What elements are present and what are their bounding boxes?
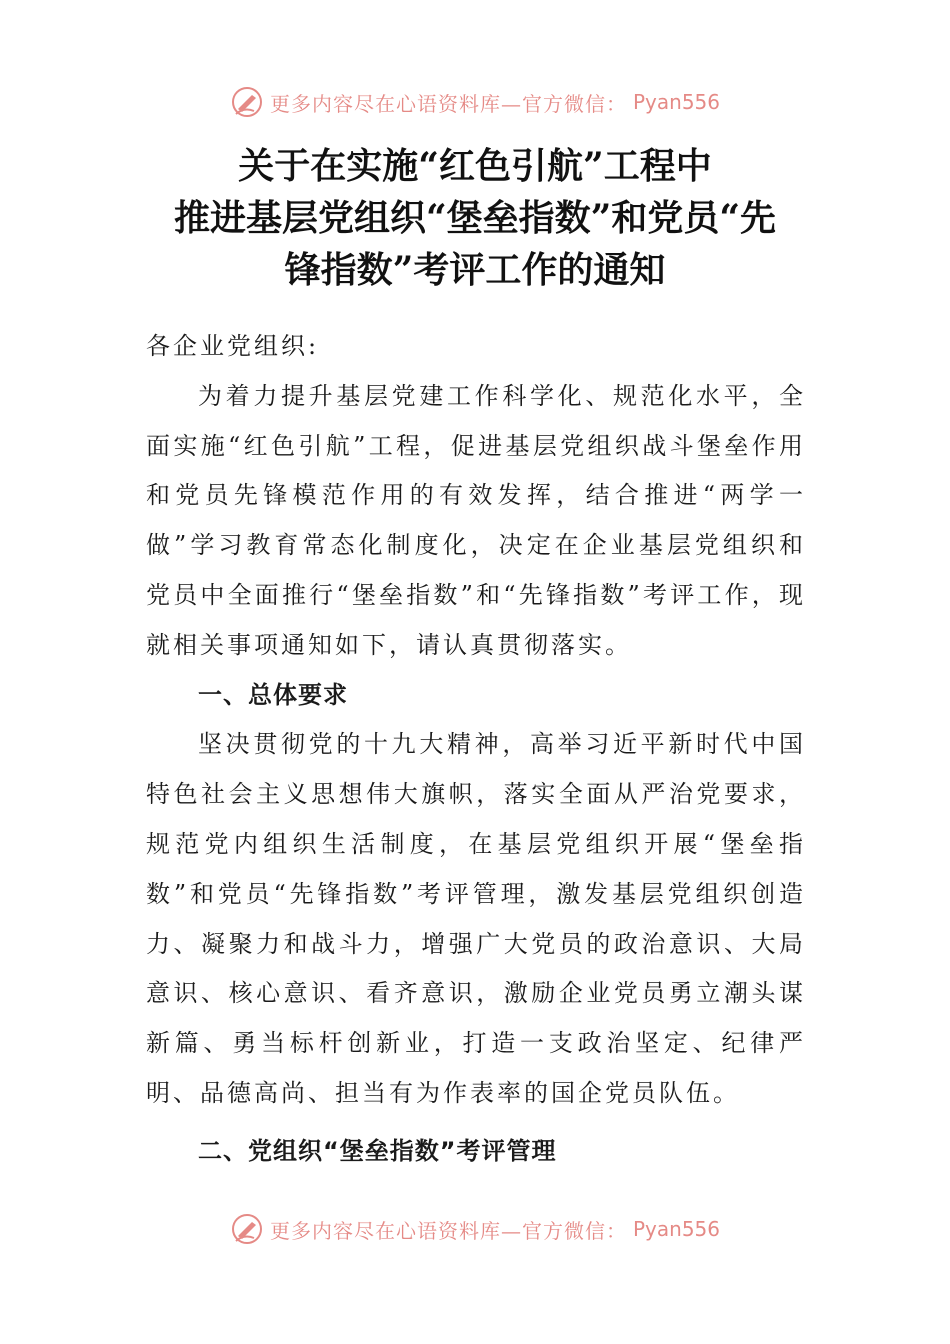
title-line-2: 推进基层党组织“堡垒指数”和党员“先	[173, 197, 777, 239]
pen-logo-icon	[230, 85, 264, 119]
intro-paragraph: 为着力提升基层党建工作科学化、规范化水平，全面实施“红色引航”工程，促进基层党组织战斗堡垒作用和党员先锋模范作用的有效发挥，结合推进“两学一做”学习教育常态化制度化，决定在企业基层党组织和党员中全面推行“堡垒指数”和“先锋指数”考评工作，现就相关事项通知如下，请认真贯彻落实。	[146, 381, 806, 659]
watermark-footer	[0, 1209, 950, 1249]
watermark-header	[0, 82, 950, 122]
watermark-wechat-id: Pyan556	[632, 1217, 720, 1241]
title-line-3: 锋指数”考评工作的通知	[284, 249, 666, 291]
section-1-paragraph: 坚决贯彻党的十九大精神，高举习近平新时代中国特色社会主义思想伟大旗帜，落实全面从严治党要求，规范党内组织生活制度，在基层党组织开展“堡垒指数”和党员“先锋指数”考评管理，激发基层党组织创造力、凝聚力和战斗力，增强广大党员的政治意识、大局意识、核心意识、看齐意识，激励企业党员勇立潮头谋新篇、勇当标杆创新业，打造一支政治坚定、纪律严明、品德高尚、担当有为作表率的国企党员队伍。	[146, 730, 806, 1107]
title-line-1: 关于在实施“红色引航”工程中	[238, 145, 712, 187]
watermark-text: 更多内容尽在心语资料库—官方微信：	[269, 1218, 627, 1243]
section-2-heading: 二、党组织“堡垒指数”考评管理	[198, 1136, 557, 1165]
section-1-heading: 一、总体要求	[198, 680, 348, 709]
document-title	[0, 140, 950, 296]
watermark-wechat-id: Pyan556	[632, 90, 720, 114]
pen-logo-icon	[230, 1212, 264, 1246]
watermark-text: 更多内容尽在心语资料库—官方微信：	[269, 91, 627, 116]
document-body	[146, 322, 806, 1177]
salutation: 各企业党组织:	[146, 332, 320, 360]
